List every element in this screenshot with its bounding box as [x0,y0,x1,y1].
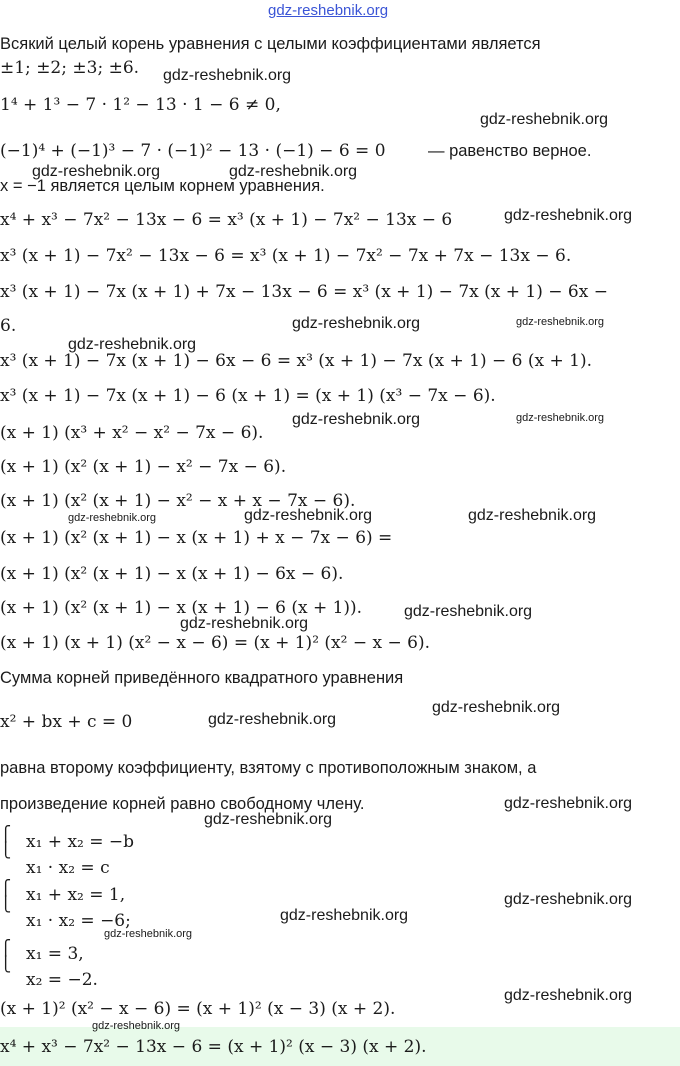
watermark: gdz-reshebnik.org [432,699,561,716]
system2-sum: x₁ + x₂ = 1, [26,885,126,905]
candidate-roots: ±1; ±2; ±3; ±6. [0,58,140,78]
watermark: gdz-reshebnik.org [516,316,605,328]
watermark: gdz-reshebnik.org [204,811,333,828]
watermark: gdz-reshebnik.org [504,987,633,1004]
watermark: gdz-reshebnik.org [292,315,421,332]
factor-step-6: (x + 1) (x³ + x² − x² − 7x − 6). [0,423,264,443]
system2-product: x₁ · x₂ = −6; [26,911,131,931]
watermark: gdz-reshebnik.org [504,207,633,224]
intro-text: Всякий целый корень уравнения с целыми коэффициентами является [0,35,541,53]
factor-step-12: (x + 1) (x + 1) (x² − x − 6) = (x + 1)² (x² − x − 6). [0,633,430,653]
watermark: gdz-reshebnik.org [480,111,609,128]
vieta-text-2: произведение корней равно свободному члену. [0,795,365,813]
watermark: gdz-reshebnik.org [180,615,309,632]
watermark: gdz-reshebnik.org [104,928,193,940]
check-plus-one: 1⁴ + 1³ − 7 · 1² − 13 · 1 − 6 ≠ 0, [0,95,281,115]
final-answer: x⁴ + x³ − 7x² − 13x − 6 = (x + 1)² (x − 3) (x + 2). [0,1037,427,1057]
factor-step-3: x³ (x + 1) − 7x (x + 1) + 7x − 13x − 6 = x³ (x + 1) − 7x (x + 1) − 6x − [0,282,608,302]
factor-step-8: (x + 1) (x² (x + 1) − x² − x + x − 7x − 6). [0,491,356,511]
vieta-intro: Сумма корней приведённого квадратного уравнения [0,669,404,687]
system-brace-2: ⎧ ⎩ [0,879,12,913]
factor-step-10: (x + 1) (x² (x + 1) − x (x + 1) − 6x − 6). [0,564,344,584]
watermark: gdz-reshebnik.org [504,795,633,812]
site-header-link[interactable]: gdz-reshebnik.org [268,2,389,19]
factor-step-5: x³ (x + 1) − 7x (x + 1) − 6 (x + 1) = (x + 1) (x³ − 7x − 6). [0,386,496,406]
system3-root2: x₂ = −2. [26,970,98,990]
factor-step-4: x³ (x + 1) − 7x (x + 1) − 6x − 6 = x³ (x + 1) − 7x (x + 1) − 6 (x + 1). [0,351,592,371]
watermark: gdz-reshebnik.org [208,711,337,728]
root-found-text: x = −1 является целым корнем уравнения. [0,177,325,195]
system3-root1: x₁ = 3, [26,944,84,964]
watermark: gdz-reshebnik.org [68,512,157,524]
watermark: gdz-reshebnik.org [292,411,421,428]
factor-step-9: (x + 1) (x² (x + 1) − x (x + 1) + x − 7x − 6) = [0,528,393,548]
system-brace-3: ⎧ ⎩ [0,939,12,973]
system1-sum: x₁ + x₂ = −b [26,832,135,852]
watermark: gdz-reshebnik.org [68,336,197,353]
watermark: gdz-reshebnik.org [92,1020,181,1032]
factor-step-11: (x + 1) (x² (x + 1) − x (x + 1) − 6 (x + 1)). [0,598,363,618]
system-brace-1: ⎧ ⎩ [0,825,12,859]
watermark: gdz-reshebnik.org [244,507,373,524]
factor-step-3-cont: 6. [0,316,17,336]
factor-step-1: x⁴ + x³ − 7x² − 13x − 6 = x³ (x + 1) − 7x² − 13x − 6 [0,210,453,230]
vieta-text-1: равна второму коэффициенту, взятому с противоположным знаком, а [0,759,537,777]
watermark: gdz-reshebnik.org [163,67,292,84]
watermark: gdz-reshebnik.org [468,507,597,524]
watermark: gdz-reshebnik.org [504,891,633,908]
watermark: gdz-reshebnik.org [229,163,358,180]
factor-step-2: x³ (x + 1) − 7x² − 13x − 6 = x³ (x + 1) − 7x² − 7x + 7x − 13x − 6. [0,246,572,266]
watermark: gdz-reshebnik.org [404,603,533,620]
check-comment: — равенство верное. [428,142,592,160]
watermark: gdz-reshebnik.org [280,907,409,924]
watermark: gdz-reshebnik.org [32,163,161,180]
check-minus-one: (−1)⁴ + (−1)³ − 7 · (−1)² − 13 · (−1) − 6 = 0 [0,141,386,161]
factor-step-7: (x + 1) (x² (x + 1) − x² − 7x − 6). [0,457,287,477]
quadratic-general: x² + bx + c = 0 [0,712,133,732]
watermark: gdz-reshebnik.org [516,412,605,424]
factored-result: (x + 1)² (x² − x − 6) = (x + 1)² (x − 3) (x + 2). [0,999,396,1019]
system1-product: x₁ · x₂ = c [26,858,110,878]
